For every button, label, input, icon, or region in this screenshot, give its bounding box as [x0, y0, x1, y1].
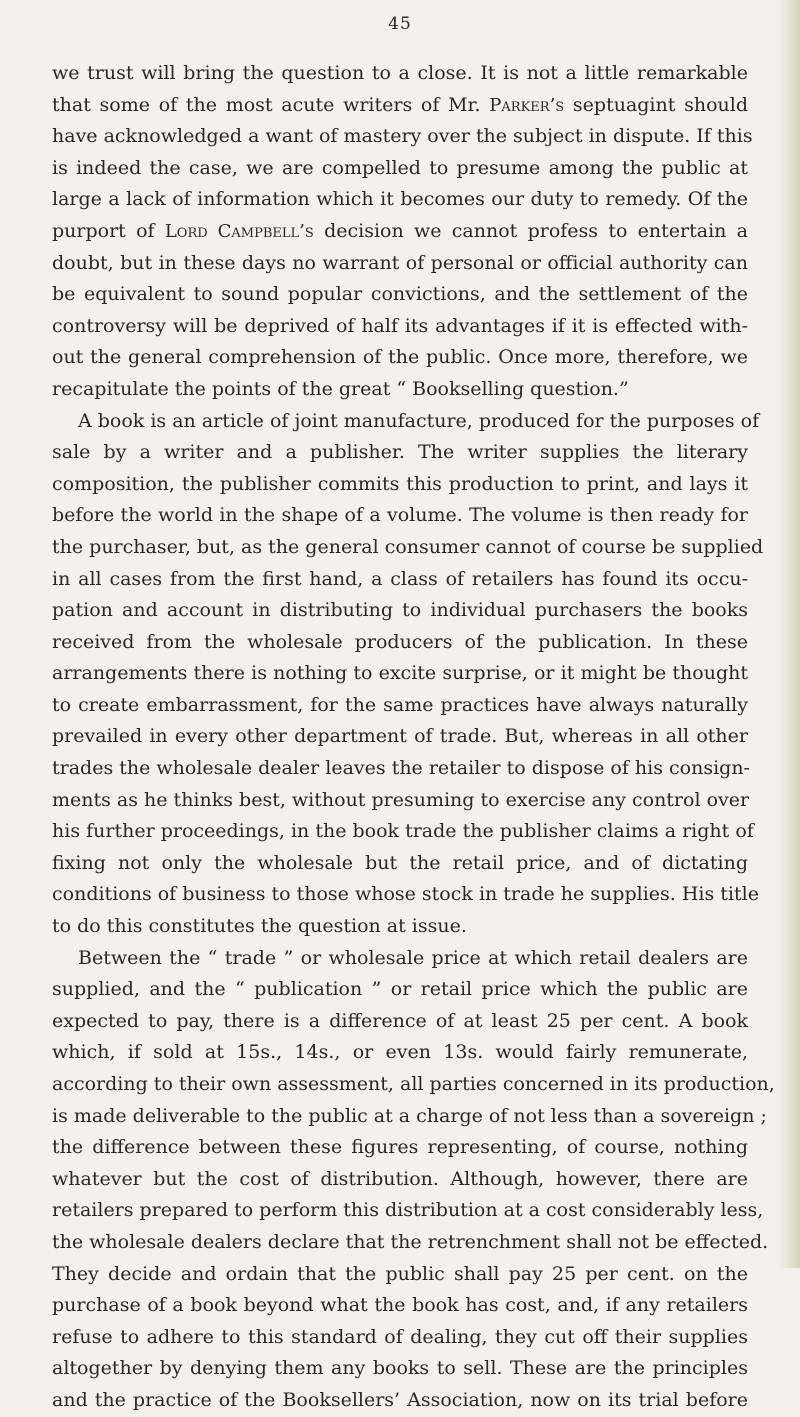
text-line: purchase of a book beyond what the book has cost, and, if any retailers: [52, 1294, 748, 1317]
text-line: recapitulate the points of the great “ Bookselling question.”: [52, 377, 629, 400]
body-text: [52, 58, 775, 1417]
text-line: purport of Lord Campbell’s decision we cannot profess to entertain a: [52, 219, 749, 242]
text-line: in all cases from the first hand, a class of retailers has found its occu-: [52, 567, 748, 590]
text-line: altogether by denying them any books to sell. These are the principles: [52, 1357, 748, 1380]
text-line: to do this constitutes the question at issue.: [52, 915, 467, 938]
text-line: large a lack of information which it becomes our duty to remedy. Of the: [52, 188, 748, 211]
text-line: Between the “ trade ” or wholesale price at which retail dealers are: [78, 946, 748, 969]
page-edge-shadow: [778, 0, 800, 1268]
text-line: and the practice of the Booksellers’ Association, now on its trial before: [52, 1388, 748, 1411]
text-line: we trust will bring the question to a close. It is not a little remarkable: [52, 62, 748, 84]
text-line: prevailed in every other department of trade. But, whereas in all other: [52, 725, 748, 748]
text-line: ments as he thinks best, without presuming to exercise any control over: [52, 788, 750, 811]
text-line: A book is an article of joint manufacture, produced for the purposes of: [78, 409, 760, 432]
text-line: be equivalent to sound popular convictions, and the settlement of the: [52, 283, 748, 306]
text-line: the purchaser, but, as the general consumer cannot of course be supplied: [52, 535, 764, 558]
text-line: fixing not only the wholesale but the retail price, and of dictating: [52, 851, 748, 874]
text-line: the difference between these figures representing, of course, nothing: [52, 1136, 748, 1159]
text-line: composition, the publisher commits this production to print, and lays it: [52, 472, 748, 495]
text-line: retailers prepared to perform this distribution at a cost considerably less,: [52, 1199, 764, 1222]
text-line: refuse to adhere to this standard of dealing, they cut off their supplies: [52, 1325, 748, 1348]
text-line: have acknowledged a want of mastery over the subject in dispute. If this: [52, 125, 753, 148]
text-line: They decide and ordain that the public shall pay 25 per cent. on the: [52, 1262, 748, 1285]
text-line: expected to pay, there is a difference of at least 25 per cent. A book: [52, 1009, 748, 1032]
text-line: conditions of business to those whose stock in trade he supplies. His title: [52, 883, 759, 906]
text-line: is indeed the case, we are compelled to presume among the public at: [52, 156, 748, 179]
text-line: before the world in the shape of a volume. The volume is then ready for: [52, 504, 748, 527]
text-line: to create embarrassment, for the same practices have always naturally: [52, 693, 748, 716]
text-line: whatever but the cost of distribution. Although, however, there are: [52, 1167, 748, 1190]
text-line: pation and account in distributing to individual purchasers the books: [52, 599, 748, 622]
text-line: received from the wholesale producers of the publication. In these: [52, 630, 748, 653]
text-line: the wholesale dealers declare that the retrenchment shall not be effected.: [52, 1230, 769, 1253]
text-line: trades the wholesale dealer leaves the retailer to dispose of his consign-: [52, 757, 750, 780]
text-line: is made deliverable to the public at a charge of not less than a sovereign ;: [52, 1104, 767, 1127]
text-line: controversy will be deprived of half its advantages if it is effected with-: [52, 314, 748, 337]
text-line: sale by a writer and a publisher. The writer supplies the literary: [52, 441, 748, 464]
text-line: that some of the most acute writers of Mr. Parker’s septuagint should: [52, 93, 748, 116]
text-line: out the general comprehension of the public. Once more, therefore, we: [52, 346, 748, 369]
text-line: his further proceedings, in the book trade the publisher claims a right of: [52, 820, 754, 843]
text-line: arrangements there is nothing to excite surprise, or it might be thought: [52, 662, 748, 685]
text-line: doubt, but in these days no warrant of personal or official authority can: [52, 251, 748, 274]
text-line: according to their own assessment, all parties concerned in its production,: [52, 1073, 775, 1095]
text-line: supplied, and the “ publication ” or retail price which the public are: [52, 978, 748, 1001]
text-line: which, if sold at 15s., 14s., or even 13s. would fairly remunerate,: [52, 1041, 748, 1064]
page-number: 45: [388, 14, 412, 34]
